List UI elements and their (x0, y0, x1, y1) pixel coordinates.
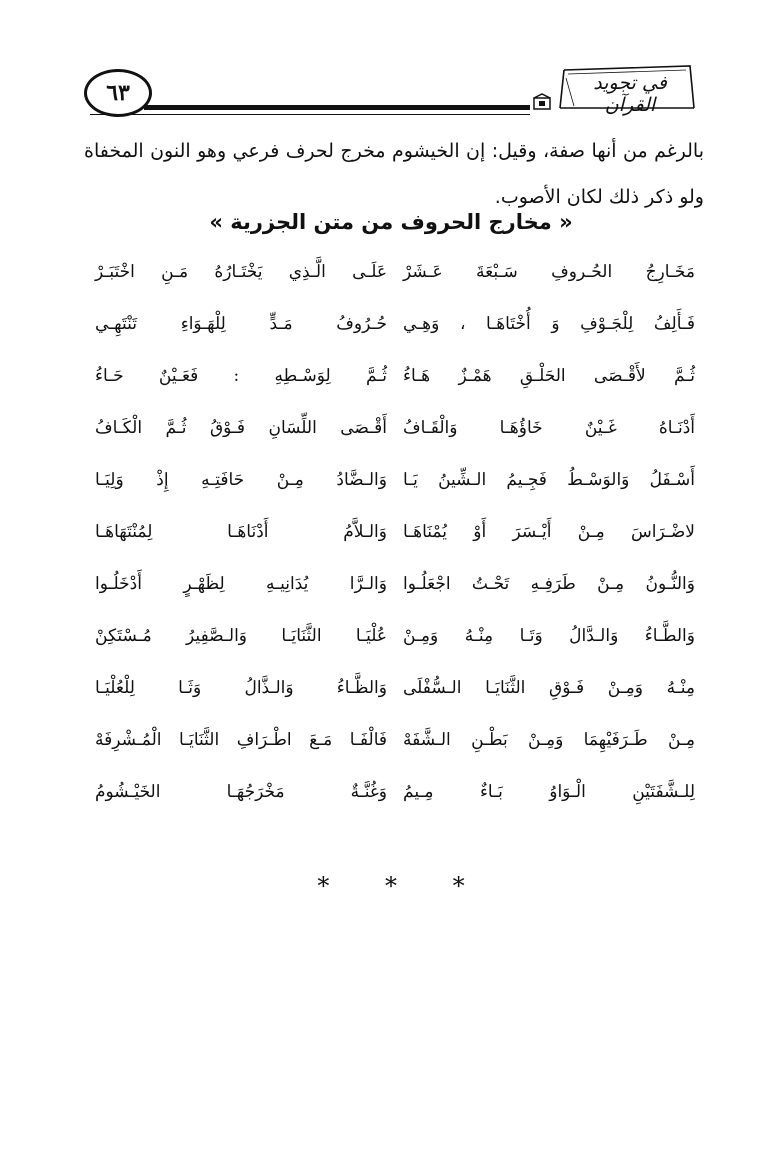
verse-hemistich-first: مَخَـارِجُ الحُـروفِ سَـبْعَةَ عَـشَرْ (403, 262, 695, 282)
verse-hemistich-first: فَـأَلِفُ لِلْجَـوْفِ وَ أُخْتَاهَـا ، وَهِـي (403, 314, 695, 334)
verse-line (95, 418, 695, 458)
section-separator (0, 872, 782, 900)
verse-line (95, 730, 695, 770)
verse-line (95, 678, 695, 718)
header-rule-thick (144, 105, 530, 110)
verse-line (95, 626, 695, 666)
page-number: ٦٣ (84, 69, 152, 117)
book-stand-icon (532, 92, 552, 110)
verse-hemistich-second: عُلْيَـا الثَّنَايَـا وَالـصَّفِيرُ مُـسْتَكِنْ (95, 626, 387, 646)
verse-line (95, 522, 695, 562)
verse-line (95, 782, 695, 822)
verse-hemistich-first: ثُـمَّ لأَقْـصَى الحَلْـقِ هَمْـزٌ هَـاءُ (403, 366, 695, 386)
verse-hemistich-first: وَالطَّـاءُ وَالـدَّالُ وَتَـا مِنْـهُ وَمِـنْ (403, 626, 695, 646)
verse-hemistich-first: أَدْنَـاهُ غَـيْنٌ خَاؤُهَـا وَالْقَـافُ (403, 418, 695, 438)
verse-hemistich-second: حُـرُوفُ مَـدٍّ لِلْهَـوَاءِ تَنْتَهِـي (95, 314, 387, 334)
verse-hemistich-second: أَقْـصَى اللِّسَانِ فَـوْقُ ثُـمَّ الْكَـافُ (95, 418, 387, 438)
verse-hemistich-second: ثُـمَّ لِوَسْـطِهِ : فَعَـيْنٌ حَـاءُ (95, 366, 387, 386)
verse-hemistich-first: لاضْـرَاسَ مِـنْ أَيْـسَرَ أَوْ يُمْنَاهَـا (403, 522, 695, 542)
verse-line (95, 366, 695, 406)
verse-line (95, 314, 695, 354)
section-title: « مخارج الحروف من متن الجزرية » (209, 210, 573, 234)
verse-line (95, 262, 695, 302)
verse-hemistich-second: عَلَـى الَّـذِي يَخْتَـارُهُ مَـنِ اخْتَبَـرْ (95, 262, 387, 282)
verse-line (95, 470, 695, 510)
verse-hemistich-first: مِـنْ طَـرَفَيْهِمَا وَمِـنْ بَطْـنِ الـشَّفَهْ (403, 730, 695, 750)
verse-hemistich-second: وَالـرَّا يُدَانِيـهِ لِظَهْـرٍ أَدْخَلُـوا (95, 574, 387, 594)
verse-hemistich-second: وَالـلاَّمُ أَدْنَاهَـا لِمُنْتَهَاهَـا (95, 522, 387, 542)
verse-hemistich-first: أَسْـفَلُ وَالوَسْـطُ فَجِـيمُ الـشِّينُ يَـا (403, 470, 695, 490)
verse-hemistich-second: فَالْفَـا مَـعَ اطْـرَافِ الثَّنَايَـا الْمُـشْرِفَهْ (95, 730, 387, 750)
verse-hemistich-first: لِلـشَّفَتَيْنِ الْـوَاوُ بَـاءٌ مِـيمُ (403, 782, 695, 802)
separator-star: * (385, 872, 397, 900)
verse-hemistich-first: وَالنُّـونُ مِـنْ طَرَفِـهِ تَحْـتُ اجْعَلُـوا (403, 574, 695, 594)
body-paragraph: بالرغم من أنها صفة، وقيل: إن الخيشوم مخرج لحرف فرعي وهو النون المخفاة ولو ذكر ذلك لكان الأصوب. (84, 140, 704, 208)
verse-hemistich-second: وَالظَّـاءُ وَالـذَّالُ وَثَـا لِلْعُلْيَـا (95, 678, 387, 698)
separator-star: * (317, 872, 330, 900)
verse-hemistich-second: وَغُنَّـةٌ مَخْرَجُهَـا الخَيْـشُومُ (95, 782, 387, 802)
header-rule-thin (90, 114, 530, 115)
verse-hemistich-second: وَالـضَّادُ مِـنْ حَافَتِـهِ إِذْ وَلِيَـا (95, 470, 387, 490)
verse-line (95, 574, 695, 614)
page-header (0, 0, 782, 130)
book-title: في تجويد القرآن (593, 72, 667, 116)
separator-star: * (452, 872, 465, 900)
verse-hemistich-first: مِنْـهُ وَمِـنْ فَـوْقِ الثَّنَايَـا الـسُّفْلَى (403, 678, 695, 698)
